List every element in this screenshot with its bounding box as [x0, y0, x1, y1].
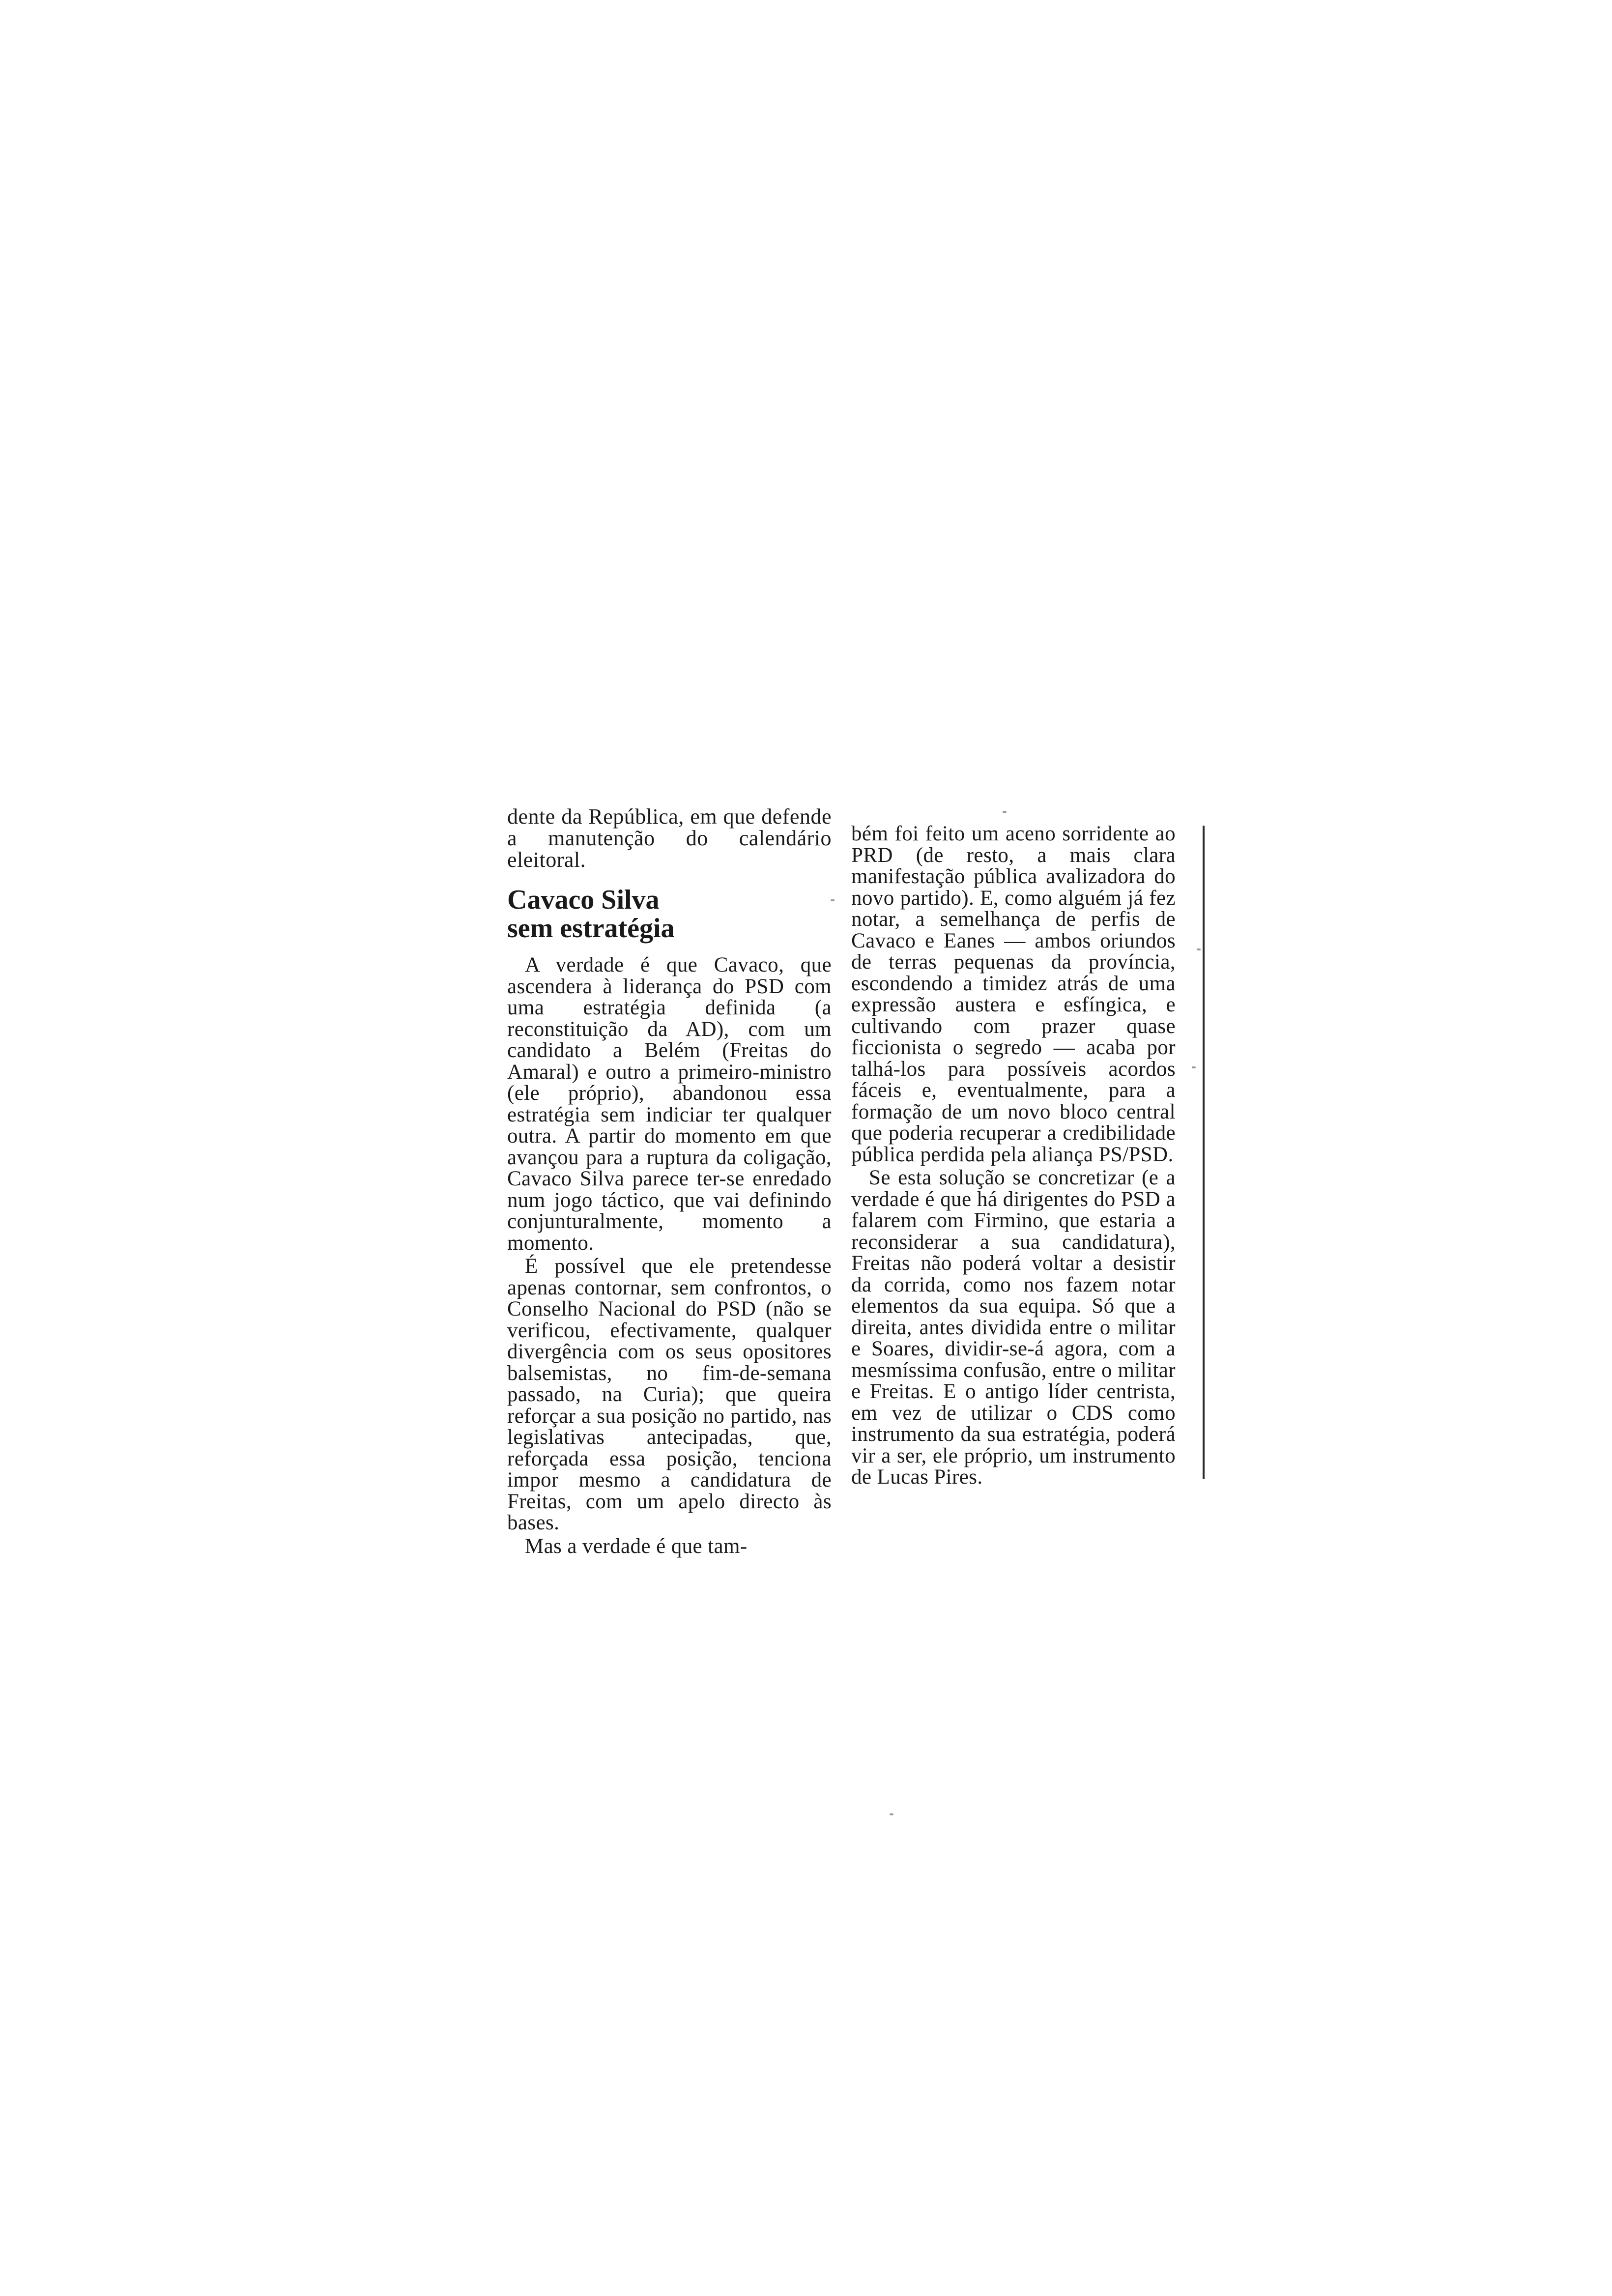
right-column	[851, 823, 1176, 1488]
scan-speck	[1003, 811, 1007, 813]
scan-speck	[890, 1813, 893, 1815]
right-paragraph-1: bém foi feito um aceno sorridente ao PRD (de resto, a mais clara manifestação pública avalizadora do novo partido). E, como alguém já fez notar, a semelhança de perfis de Cavaco e Eanes — ambos oriundos de terras pequenas da província, escondendo a timidez atrás de uma expressão austera e esfíngica, e cultivando com prazer quase ficcionista o segredo — acaba por talhá-los para possíveis acordos fáceis e, eventualmente, para a formação de um novo bloco central que poderia recuperar a credibilidade pública perdida pela aliança PS/PSD.	[851, 822, 1176, 1166]
article-headline	[507, 886, 832, 943]
headline-line-1: Cavaco Silva	[507, 885, 660, 915]
left-paragraph-2: É possível que ele pretendesse apenas contornar, sem confrontos, o Conselho Nacional do PSD (não se verificou, efectivamente, qualquer divergência com os seus opositores balsemistas, no fim-de-semana passado, na Curia); que queira reforçar a sua posição no partido, nas legislativas antecipadas, que, reforçada essa posição, tenciona impor mesmo a candidatura de Freitas, com um apelo directo às bases.	[507, 1255, 832, 1534]
headline-line-2: sem estratégia	[507, 913, 675, 944]
scan-speck	[1192, 1066, 1196, 1068]
left-paragraph-1: A verdade é que Cavaco, que ascendera à liderança do PSD com uma estratégia definida (a reconstituição da AD), com um candidato a Belém (Freitas do Amaral) e outro a primeiro-ministro (ele próprio), abandonou essa estratégia sem indiciar ter qualquer outra. A partir do momento em que avançou para a ruptura da coligação, Cavaco Silva parece ter-se enredado num jogo táctico, que vai definindo conjunturalmente, momento a momento.	[507, 953, 832, 1255]
scan-speck	[1197, 948, 1201, 950]
left-column	[507, 806, 832, 1557]
scan-speck	[831, 899, 835, 901]
column-edge-rule	[1203, 826, 1205, 1479]
left-paragraph-3: Mas a verdade é que tam-	[525, 1534, 748, 1558]
right-paragraph-2: Se esta solução se concretizar (e a verdade é que há dirigentes do PSD a falarem com Firmino, que estaria a reconsiderar a sua candidatura), Freitas não poderá voltar a desistir da corrida, como nos fazem notar elementos da sua equipa. Só que a direita, antes dividida entre o militar e Soares, dividir-se-á agora, com a mesmíssima confusão, entre o militar e Freitas. E o antigo líder centrista, em vez de utilizar o CDS como instrumento da sua estratégia, poderá vir a ser, ele próprio, um instrumento de Lucas Pires.	[851, 1166, 1176, 1489]
lead-text: dente da República, em que defende a manutenção do calendário eleitoral.	[507, 804, 832, 872]
newspaper-clipping	[496, 806, 1209, 1818]
